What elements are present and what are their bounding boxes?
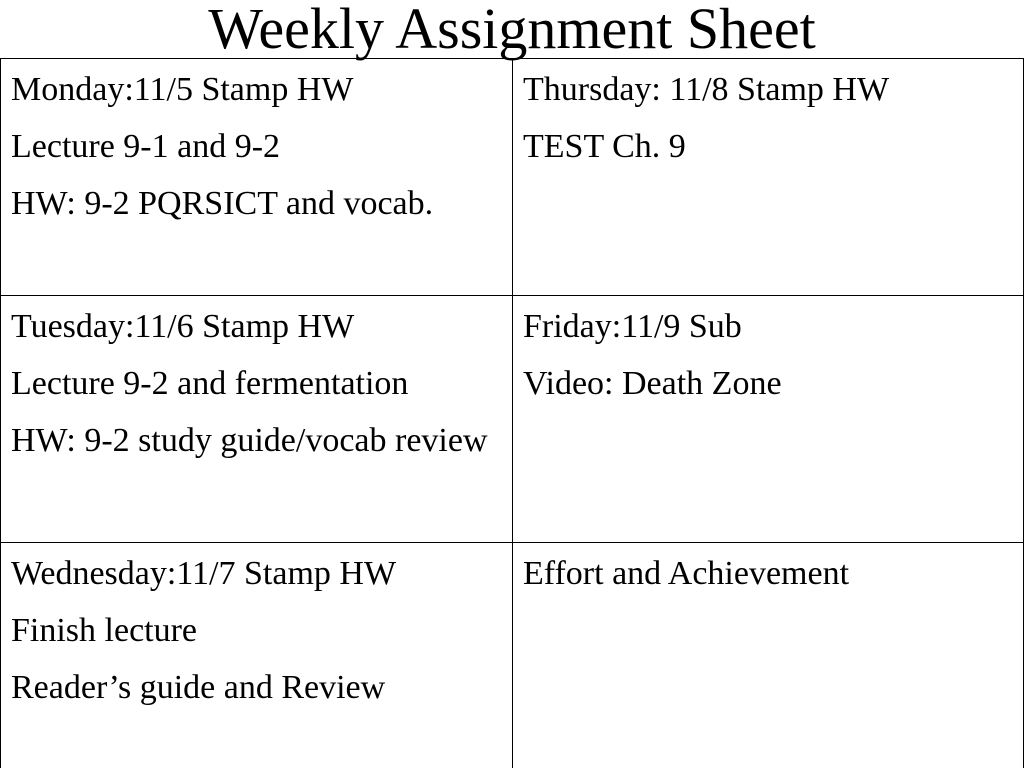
day-heading: Thursday: 11/8 Stamp HW xyxy=(523,71,890,108)
day-heading: Friday:11/9 Sub xyxy=(523,308,742,345)
cell-thursday xyxy=(513,59,1024,296)
assignment-line: Finish lecture xyxy=(11,612,198,649)
cell-friday xyxy=(513,296,1024,543)
cell-note xyxy=(513,543,1024,768)
assignment-line: TEST Ch. 9 xyxy=(523,128,686,165)
day-heading: Tuesday:11/6 Stamp HW xyxy=(11,308,355,345)
cell-monday xyxy=(1,59,513,296)
homework-line: HW: 9-2 study guide/vocab review xyxy=(11,422,488,459)
note-text: Effort and Achievement xyxy=(523,555,850,592)
day-heading: Wednesday:11/7 Stamp HW xyxy=(11,555,397,592)
table-row xyxy=(1,543,1024,768)
table-row xyxy=(1,296,1024,543)
assignment-table xyxy=(0,58,1024,768)
assignment-line: Lecture 9-1 and 9-2 xyxy=(11,128,281,165)
page-title: Weekly Assignment Sheet xyxy=(208,0,816,61)
assignment-line: Lecture 9-2 and fermentation xyxy=(11,365,409,402)
day-heading: Monday:11/5 Stamp HW xyxy=(11,71,354,108)
assignment-line: Video: Death Zone xyxy=(523,365,782,402)
homework-line: HW: 9-2 PQRSICT and vocab. xyxy=(11,185,434,222)
cell-tuesday xyxy=(1,296,513,543)
cell-wednesday xyxy=(1,543,513,768)
homework-line: Reader’s guide and Review xyxy=(11,669,386,706)
table-row xyxy=(1,59,1024,296)
